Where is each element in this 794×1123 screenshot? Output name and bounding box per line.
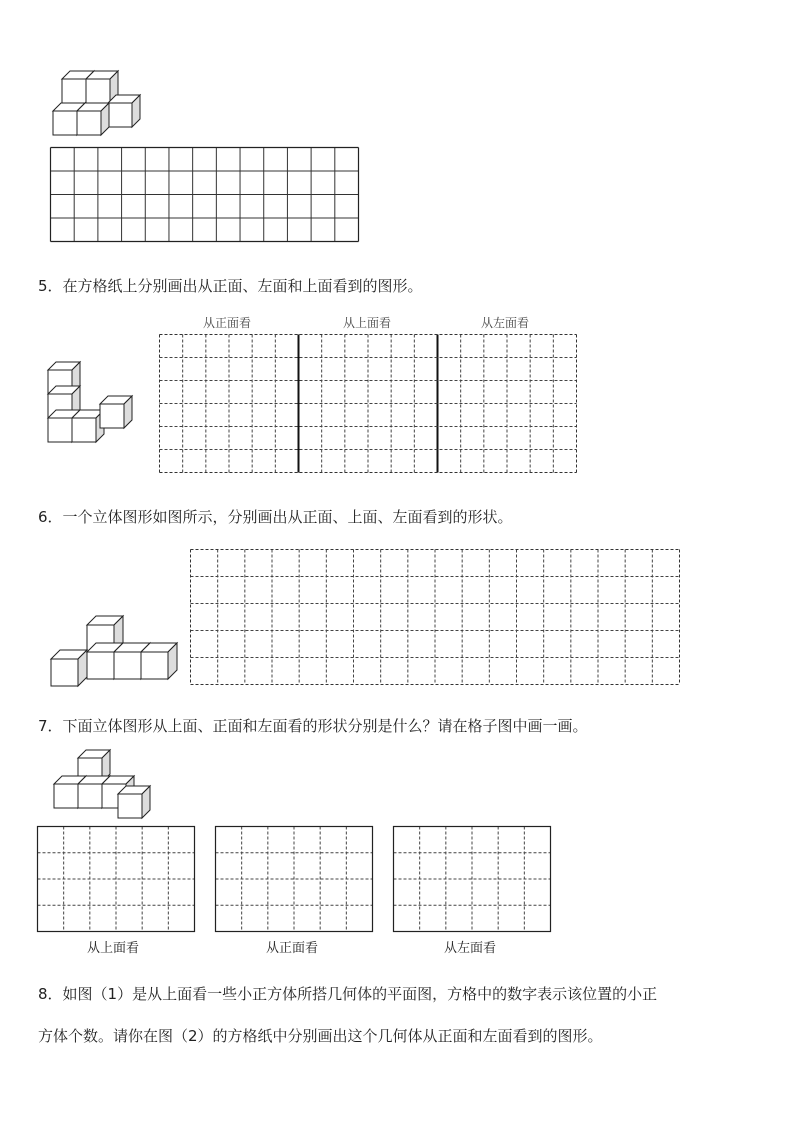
- q7-grid-front: [215, 826, 375, 934]
- q7-label-front: 从正面看: [265, 941, 318, 956]
- q6-grid: [190, 549, 682, 686]
- q7-grid-top: [37, 826, 197, 934]
- q5-label-top: 从上面看: [343, 316, 392, 330]
- question-7-text: 7．下面立体图形从上面、正面和左面看的形状分别是什么？请在格子图中画一画。: [38, 717, 588, 735]
- q5-label-front: 从正面看: [203, 316, 252, 330]
- question-8-text-line2: 方体个数。请你在图（2）的方格纸中分别画出这个几何体从正面和左面看到的图形。: [38, 1027, 603, 1045]
- q7-grid-left: [393, 826, 553, 934]
- q7-label-left: 从左面看: [443, 941, 496, 956]
- question-6-text: 6．一个立体图形如图所示，分别画出从正面、上面、左面看到的形状。: [38, 508, 513, 526]
- q5-label-left: 从左面看: [481, 316, 530, 330]
- q5-grid: [159, 334, 579, 474]
- q7-label-top: 从上面看: [86, 941, 139, 956]
- top-cube-figure: [50, 68, 150, 138]
- question-8-text-line1: 8．如图（1）是从上面看一些小正方体所搭几何体的平面图，方格中的数字表示该位置的小正: [38, 985, 658, 1003]
- question-5-text: 5．在方格纸上分别画出从正面、左面和上面看到的图形。: [38, 277, 423, 295]
- q5-cube-figure: [45, 362, 145, 452]
- q6-cube-figure: [49, 614, 189, 694]
- q7-cube-figure: [50, 750, 170, 825]
- top-grid: [50, 147, 360, 243]
